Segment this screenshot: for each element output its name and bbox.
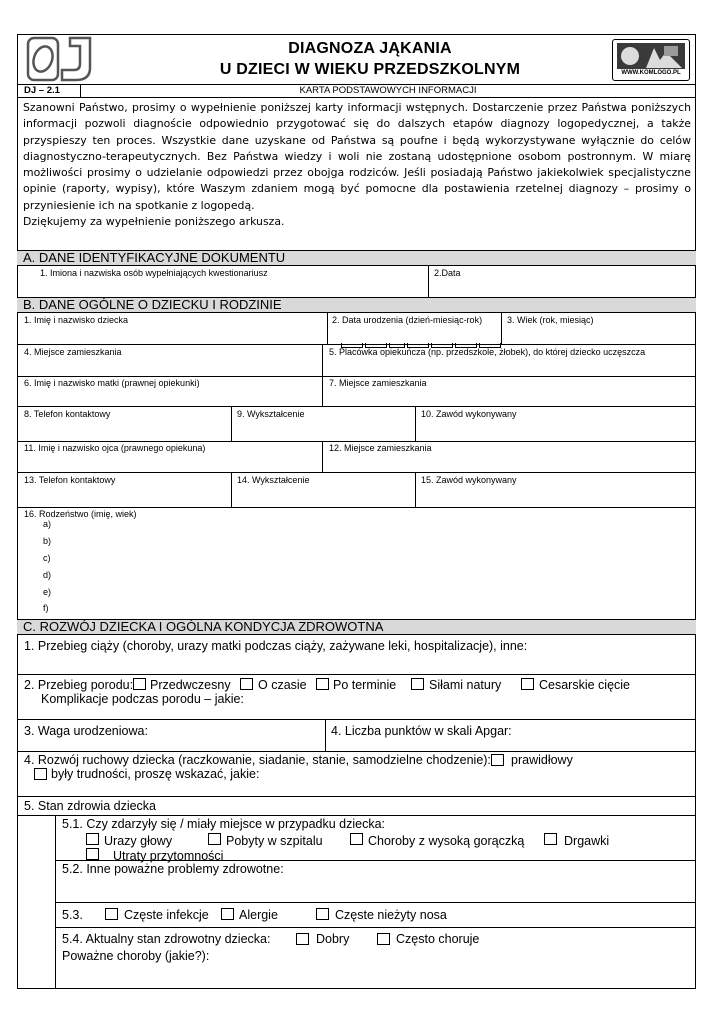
- divider: [327, 313, 328, 344]
- opt-seizures: Drgawki: [564, 834, 610, 848]
- divider: [17, 751, 696, 752]
- q-health: 5. Stan zdrowia dziecka: [24, 799, 157, 813]
- opt-rhinitis: Częste nieżyty nosa: [335, 908, 447, 922]
- divider: [17, 472, 696, 473]
- komlogo-logo: [612, 39, 690, 81]
- field-child-age[interactable]: 3. Wiek (rok, miesiąc): [507, 315, 594, 325]
- checkbox-often-sick[interactable]: [377, 933, 390, 945]
- checkbox-seizures[interactable]: [544, 833, 557, 845]
- checkbox-head-injury[interactable]: [86, 833, 99, 845]
- divider: [325, 719, 326, 751]
- opt-infections: Częste infekcje: [124, 908, 209, 922]
- field-date[interactable]: 2.Data: [434, 268, 461, 278]
- intro-thanks: Dziękujemy za wypełnienie poniższego arkusza.: [23, 215, 285, 229]
- opt-hospital: Pobyty w szpitalu: [226, 834, 323, 848]
- field-father-address[interactable]: 12. Miejsce zamieszkania: [329, 443, 432, 453]
- field-mother-occupation[interactable]: 10. Zawód wykonywany: [421, 409, 517, 419]
- checkbox-allergies[interactable]: [221, 908, 234, 920]
- q-serious-diseases[interactable]: Poważne choroby (jakie?):: [62, 949, 210, 963]
- sibling-c[interactable]: c): [43, 553, 51, 563]
- divider: [231, 472, 232, 507]
- q-motor-development: 4. Rozwój ruchowy dziecka (raczkowanie, siadanie, stanie, samodzielne chodzenie):: [24, 753, 491, 767]
- checkbox-hospital[interactable]: [208, 833, 221, 845]
- komlogo-url: WWW.KOMLOGO.PL: [621, 70, 681, 76]
- divider: [17, 97, 696, 98]
- checkbox-premature[interactable]: [133, 678, 146, 690]
- field-child-name[interactable]: 1. Imię i nazwisko dziecka: [24, 315, 129, 325]
- intro-text: [23, 100, 691, 230]
- divider: [17, 815, 696, 816]
- opt-natural: Siłami natury: [429, 678, 502, 692]
- sibling-e[interactable]: e): [43, 587, 52, 597]
- divider: [415, 472, 416, 507]
- field-child-address[interactable]: 4. Miejsce zamieszkania: [24, 347, 122, 357]
- divider: [17, 441, 696, 442]
- field-mother-education[interactable]: 9. Wykształcenie: [237, 409, 305, 419]
- field-birth-date[interactable]: 2. Data urodzenia (dzień-miesiąc-rok): [332, 315, 483, 325]
- field-father-phone[interactable]: 13. Telefon kontaktowy: [24, 475, 116, 485]
- divider: [55, 860, 696, 861]
- section-c-header: C. ROZWÓJ DZIECKA I OGÓLNA KONDYCJA ZDROWOTNA: [17, 619, 696, 635]
- q-5-3: 5.3.: [62, 908, 83, 922]
- opt-premature: Przedwczesny: [150, 678, 231, 692]
- section-b-header: B. DANE OGÓLNE O DZIECKU I RODZINIE: [17, 297, 696, 313]
- sibling-a[interactable]: a): [43, 519, 52, 529]
- checkbox-unconscious[interactable]: [86, 848, 99, 860]
- opt-cesarean: Cesarskie cięcie: [539, 678, 631, 692]
- field-care-facility[interactable]: 5. Placówka opiekuńcza (np. przedszkole, żłobek), do której dziecko uczęszcza: [329, 347, 646, 357]
- opt-head-injury: Urazy głowy: [104, 834, 173, 848]
- logo-text: DJ: [34, 76, 36, 77]
- sibling-f[interactable]: f): [43, 603, 49, 613]
- q-other-health[interactable]: 5.2. Inne poważne problemy zdrowotne:: [62, 862, 284, 876]
- divider: [428, 266, 429, 298]
- opt-good: Dobry: [316, 932, 350, 946]
- sibling-d[interactable]: d): [43, 570, 52, 580]
- checkbox-fever[interactable]: [350, 833, 363, 845]
- opt-fever: Choroby z wysoką gorączką: [368, 834, 525, 848]
- title-line-2: U DZIECI W WIEKU PRZEDSZKOLNYM: [219, 61, 521, 78]
- divider: [17, 507, 696, 508]
- field-mother-name[interactable]: 6. Imię i nazwisko matki (prawnej opiekunki): [24, 378, 200, 388]
- field-fillers-names[interactable]: 1. Imiona i nazwiska osób wypełniających kwestionariusz: [40, 268, 268, 278]
- form-code: DJ – 2.1: [24, 85, 60, 96]
- intro-paragraph: Szanowni Państwo, prosimy o wypełnienie poniższej karty informacji wstępnych. Dostarczenie przez Państwa poniższych informacji pozwoli diagnoście odpowiednio przygotować się do dalszych etapów diagnozy logopedycznej, a także przyspieszy ten proces. Wszystkie dane uzyskane od Państwa są poufne i będą wykorzystywane wyłącznie do celów diagnostyczno-terapeutycznych. Bez Państwa wiedzy i woli nie zostaną udostępnione osobom postronnym. W miarę możliwości prosimy o udzielanie odpowiedzi przez obojga rodziców. Jeśli posiadają Państwo jakiekolwiek specjalistyczne opinie (raporty, wypisy), które Waszym zdaniem mogą być pomocne dla postawienia rzetelnej diagnozy – prosimy o przyniesienie ich na spotkanie z logopedą.: [23, 101, 691, 212]
- sibling-b[interactable]: b): [43, 536, 52, 546]
- divider: [17, 376, 696, 377]
- divider: [17, 719, 696, 720]
- field-father-education[interactable]: 14. Wykształcenie: [237, 475, 310, 485]
- title-line-1: DIAGNOZA JĄKANIA: [288, 40, 452, 57]
- form-name: KARTA PODSTAWOWYCH INFORMACJI: [299, 85, 477, 96]
- checkbox-motor-trouble[interactable]: [34, 768, 47, 780]
- opt-motor-normal: prawidłowy: [511, 753, 573, 767]
- checkbox-infections[interactable]: [105, 908, 118, 920]
- divider: [231, 406, 232, 441]
- dj-logo: [26, 36, 94, 82]
- checkbox-rhinitis[interactable]: [316, 908, 329, 920]
- checkbox-cesarean[interactable]: [521, 678, 534, 690]
- q-birth-complications[interactable]: Komplikacje podczas porodu – jakie:: [41, 692, 244, 706]
- divider: [55, 902, 696, 903]
- q-current-health: 5.4. Aktualny stan zdrowotny dziecka:: [62, 932, 271, 946]
- checkbox-good[interactable]: [296, 933, 309, 945]
- field-father-name[interactable]: 11. Imię i nazwisko ojca (prawnego opiekuna): [24, 443, 206, 453]
- opt-allergies: Alergie: [239, 908, 278, 922]
- opt-on-time: O czasie: [258, 678, 307, 692]
- opt-post-term: Po terminie: [333, 678, 397, 692]
- checkbox-natural[interactable]: [411, 678, 424, 690]
- q-birth-label: 2. Przebieg porodu:: [24, 678, 134, 692]
- field-father-occupation[interactable]: 15. Zawód wykonywany: [421, 475, 517, 485]
- q-pregnancy[interactable]: 1. Przebieg ciąży (choroby, urazy matki podczas ciąży, zażywane leki, hospitalizacje), inne:: [24, 639, 528, 653]
- divider: [17, 406, 696, 407]
- divider: [501, 313, 502, 344]
- divider: [322, 441, 323, 472]
- opt-unconscious: Utraty przytomności: [113, 849, 224, 863]
- divider: [415, 406, 416, 441]
- divider: [17, 344, 696, 345]
- field-mother-address[interactable]: 7. Miejsce zamieszkania: [329, 378, 427, 388]
- q-health-events: 5.1. Czy zdarzyły się / miały miejsce w przypadku dziecka:: [62, 817, 386, 831]
- section-a-header: A. DANE IDENTYFIKACYJNE DOKUMENTU: [17, 250, 696, 266]
- divider: [17, 674, 696, 675]
- opt-motor-trouble[interactable]: były trudności, proszę wskazać, jakie:: [51, 767, 260, 781]
- divider: [55, 927, 696, 928]
- q-birth-weight[interactable]: 3. Waga urodzeniowa:: [24, 724, 148, 738]
- divider: [322, 344, 323, 376]
- q-apgar[interactable]: 4. Liczba punktów w skali Apgar:: [331, 724, 512, 738]
- divider: [17, 796, 696, 797]
- field-mother-phone[interactable]: 8. Telefon kontaktowy: [24, 409, 111, 419]
- checkbox-post-term[interactable]: [316, 678, 329, 690]
- checkbox-on-time[interactable]: [240, 678, 253, 690]
- field-siblings[interactable]: 16. Rodzeństwo (imię, wiek): [24, 509, 137, 519]
- opt-often-sick: Często choruje: [396, 932, 480, 946]
- divider: [322, 376, 323, 406]
- checkbox-motor-normal[interactable]: [491, 754, 504, 766]
